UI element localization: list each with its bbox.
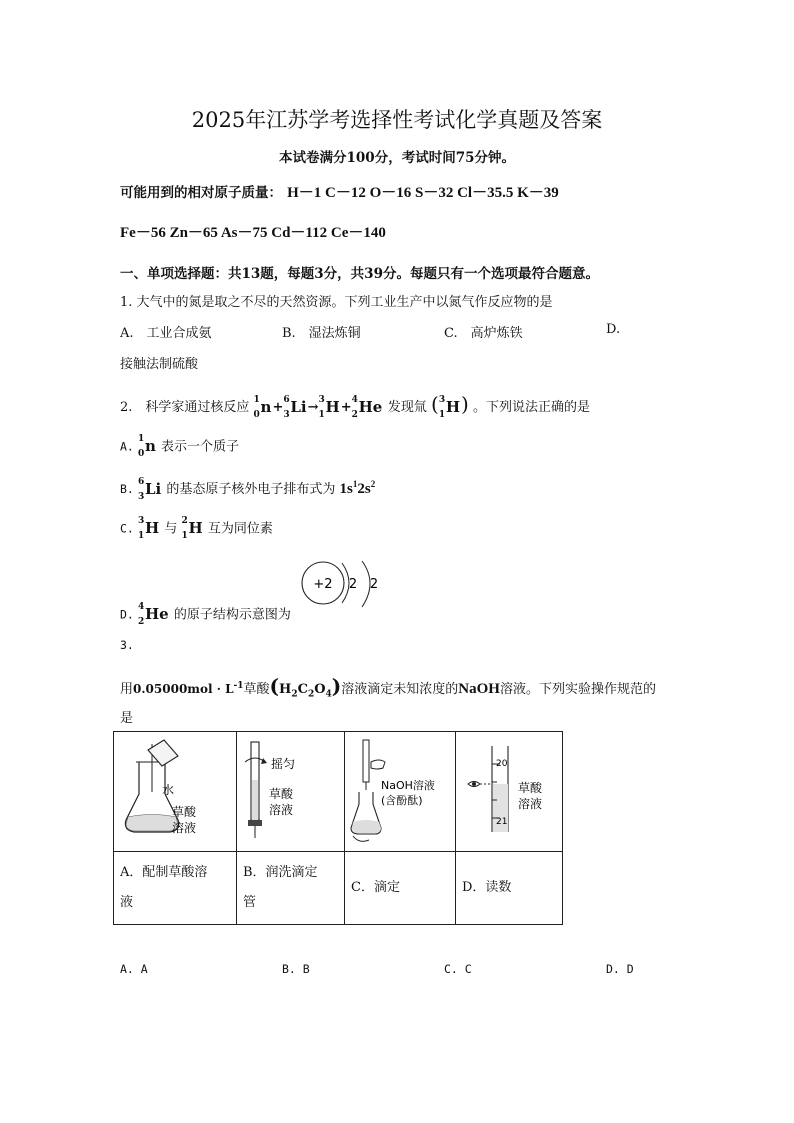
label-phenolphthalein: (含酚酞) [381, 794, 423, 807]
q1-option-d-text: 接触法制硫酸 [120, 357, 199, 372]
q1-stem: 1. 大气中的氮是取之不尽的天然资源。下列工业生产中以氮气作反应物的是 [120, 295, 553, 310]
q2-stem: 2. 科学家通过核反应 1 0 n+ 6 3 Li→ 3 1 H+ 4 2 He 发现氚 ( 3 1 H) 。下列说法正确的是 [120, 392, 590, 420]
electron-configuration: $1s^12s^2$ [339, 479, 376, 497]
label-solution: 溶液 [518, 797, 543, 811]
oxalic-formula: $(H_2C_2O_4)$ [269, 674, 342, 700]
caption-b: B．润洗滴定 管 [237, 852, 345, 925]
burette-reading-diagram [456, 732, 556, 847]
exam-info: 本试卷满分100分，考试时间75分钟。 [279, 150, 515, 166]
label-solution: 溶液 [269, 803, 294, 817]
cell-d-image [456, 732, 563, 852]
label-21: 21 [496, 817, 508, 827]
shell-2-electrons: 2 [369, 577, 379, 592]
atomic-mass-label: 可能用到的相对原子质量： [120, 185, 282, 201]
label-water: 水 [162, 783, 175, 797]
q2-option-b: B. 6 3 Li 的基态原子核外电子排布式为 $1s^12s^2$ [120, 476, 376, 502]
q3-number: 3. [120, 638, 134, 652]
titration-diagram [345, 732, 449, 847]
cell-c-image [345, 732, 456, 852]
tritium-symbol: ( [431, 392, 439, 416]
cell-a-image [114, 732, 237, 852]
flask-diagram [114, 732, 230, 847]
q3-stem-end: 是 [120, 711, 134, 726]
caption-d: D．读数 [456, 852, 563, 925]
atomic-mass-values-1: H－1 C－12 O－16 S－32 Cl－35.5 K－39 [287, 185, 559, 201]
label-oxalic: 草酸 [518, 781, 543, 795]
nuclear-equation: 1 0 n+ 6 3 Li→ 3 1 H+ 4 2 He [253, 394, 383, 420]
caption-c: C．滴定 [345, 852, 456, 925]
label-oxalic: 草酸 [172, 805, 197, 819]
q3-option-c: C. C [444, 962, 472, 976]
label-solution: 溶液 [172, 821, 197, 835]
label-20: 20 [496, 759, 508, 769]
atomic-structure-diagram [298, 557, 388, 613]
cell-b-image [237, 732, 345, 852]
naoh-formula: NaOH [458, 681, 500, 697]
q2-option-d: D. 4 2 He 的原子结构示意图为 [120, 602, 291, 627]
caption-a: A．配制草酸溶 液 [114, 852, 237, 925]
atomic-mass-line-1 [120, 181, 559, 202]
q2-stem-prefix: 2. 科学家通过核反应 [120, 400, 250, 415]
page-title: 2025年江苏学考选择性考试化学真题及答案 [191, 108, 603, 132]
shell-1-electrons: 2 [348, 577, 358, 592]
label-oxalic: 草酸 [269, 787, 294, 801]
q3-stem: 用$0.05000mol \cdot L^{-1}$草酸$(H_2C_2O_4)$溶液滴定未知浓度的NaOH溶液。下列实验操作规范的 [120, 674, 656, 700]
burette-rinse-diagram [237, 732, 338, 847]
q2-option-c: C. 3 1 H 与 2 1 H 互为同位素 [120, 516, 273, 541]
q2-stem-middle: 发现氚 [387, 400, 427, 415]
q2-stem-suffix: 。下列说法正确的是 [472, 400, 590, 415]
q1-option-a: A. 工业合成氨 [120, 326, 212, 341]
section-heading: 一、单项选择题：共13题，每题3分，共39分。每题只有一个选项最符合题意。 [120, 266, 599, 282]
label-shake: 摇匀 [271, 757, 296, 771]
atomic-mass-values-2: Fe－56 Zn－65 As－75 Cd－112 Ce－140 [120, 225, 386, 241]
q2-option-a: A. 1 0 n 表示一个质子 [120, 434, 240, 459]
q1-option-c: C. 高炉炼铁 [444, 326, 523, 341]
nucleus-charge: +2 [313, 577, 333, 592]
q1-option-b: B. 湿法炼铜 [282, 326, 361, 341]
q3-option-a: A. A [120, 962, 148, 976]
label-naoh: NaOH溶液 [381, 779, 435, 792]
experiment-table [113, 731, 563, 925]
q1-option-d: D. [606, 322, 621, 337]
q3-option-d: D. D [606, 962, 634, 976]
oxalic-concentration: $0.05000mol \cdot L^{-1}$ [133, 681, 244, 696]
q3-option-b: B. B [282, 962, 310, 976]
